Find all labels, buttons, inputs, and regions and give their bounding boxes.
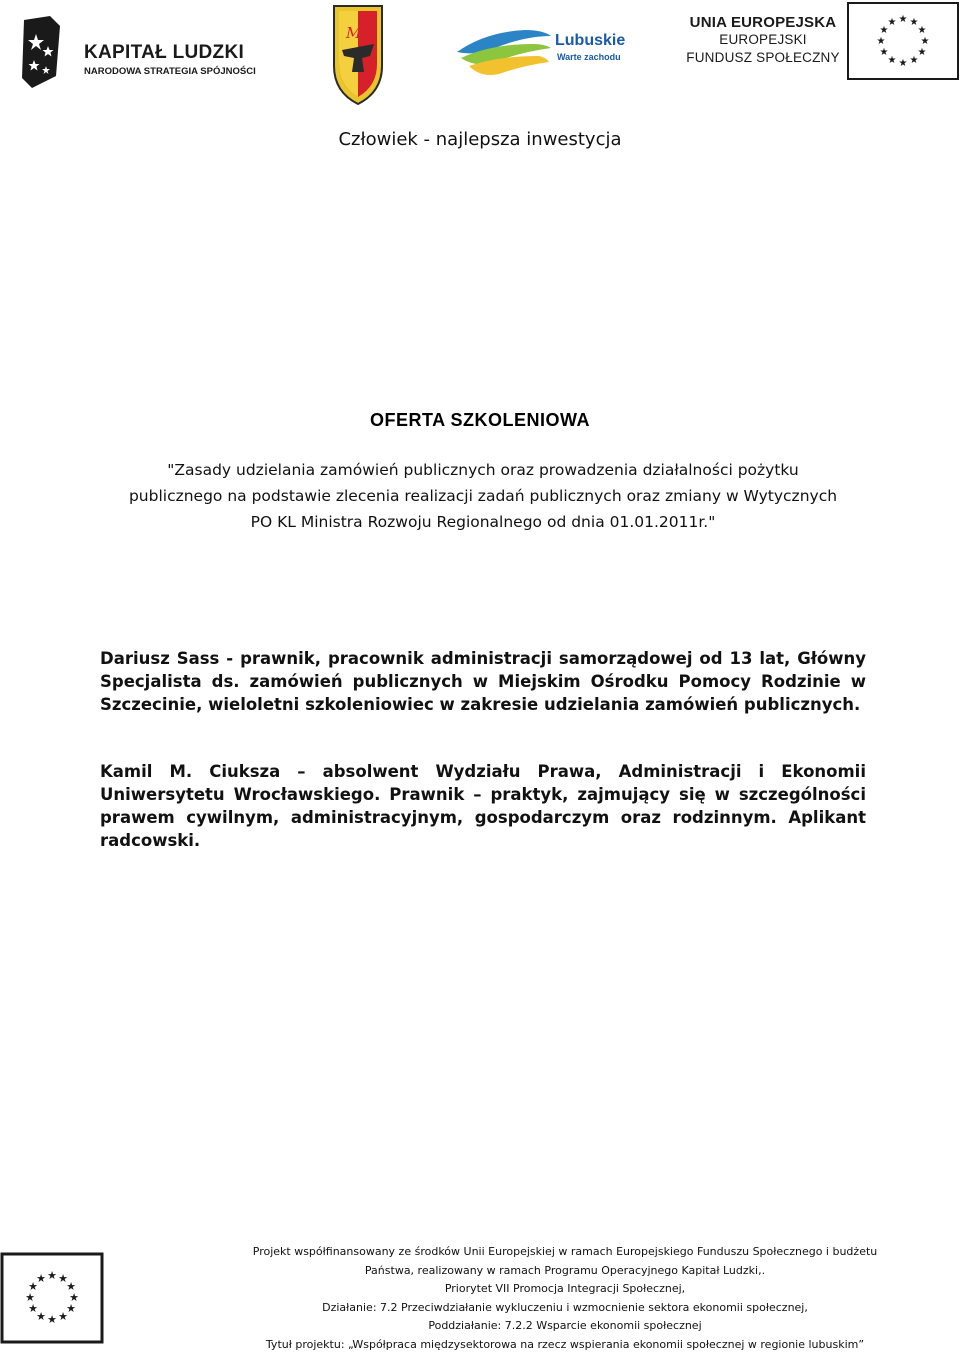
- lubuskie-tagline: Warte zachodu: [557, 52, 621, 62]
- svg-text:★: ★: [36, 1273, 46, 1285]
- footer-line-5: Poddziałanie: 7.2.2 Wsparcie ekonomii społecznej: [170, 1317, 960, 1336]
- course-title-line-3: PO KL Ministra Rozwoju Regionalnego od dnia 01.01.2011r.": [98, 509, 868, 535]
- trainer-bio-kamil-ciuksza: Kamil M. Ciuksza – absolwent Wydziału Prawa, Administracji i Ekonomii Uniwersytetu Wrocławskiego. Prawnik – praktyk, zajmujący się w szczególności prawem cywilnym, administracyjnym, gospodarczym oraz rodzinnym. Aplikant radcowski.: [100, 760, 866, 852]
- footer-line-3: Priorytet VII Promocja Integracji Społecznej,: [170, 1280, 960, 1299]
- unia-line-1: UNIA EUROPEJSKA: [683, 14, 843, 31]
- svg-text:★: ★: [888, 17, 897, 28]
- svg-text:★: ★: [25, 1292, 35, 1304]
- svg-text:★: ★: [918, 25, 927, 36]
- motto: Człowiek - najlepsza inwestycja: [0, 129, 960, 150]
- svg-text:★: ★: [910, 55, 919, 66]
- offer-title: OFERTA SZKOLENIOWA: [0, 410, 960, 431]
- footer-line-4: Działanie: 7.2 Przeciwdziałanie wykluczeniu i wzmocnienie sektora ekonomii społecznej,: [170, 1299, 960, 1318]
- svg-text:★: ★: [58, 1311, 68, 1323]
- course-title: [98, 457, 868, 535]
- svg-text:★: ★: [36, 1311, 46, 1323]
- svg-text:★: ★: [47, 1270, 57, 1282]
- logo-bar: [0, 0, 960, 110]
- lubuskie-name: Lubuskie: [555, 32, 625, 50]
- svg-text:★: ★: [28, 1281, 38, 1293]
- eu-stars-icon: [847, 2, 959, 80]
- svg-text:★: ★: [910, 17, 919, 28]
- svg-text:★: ★: [918, 47, 927, 58]
- eu-stars-icon: [0, 1252, 104, 1344]
- svg-text:★: ★: [899, 58, 908, 69]
- unia-europejska-text: [683, 14, 843, 67]
- trainer-bio-dariusz-sass: Dariusz Sass - prawnik, pracownik administracji samorządowej od 13 lat, Główny Specjalista ds. zamówień publicznych w Miejskim Ośrodku Pomocy Rodzinie w Szczecinie, wieloletni szkoleniowiec w zakresie udzielania zamówień publicznych.: [100, 647, 866, 716]
- footer-funding-info: [170, 1243, 960, 1354]
- eu-flag-bottom: [0, 1252, 104, 1349]
- footer-line-1: Projekt współfinansowany ze środków Unii Europejskiej w ramach Europejskiego Funduszu Społecznego i budżetu: [170, 1243, 960, 1262]
- crest-monogram: MC: [345, 24, 373, 42]
- svg-text:★: ★: [877, 36, 886, 47]
- unia-line-2: EUROPEJSKI: [683, 31, 843, 49]
- lubuskie-logo: [455, 22, 635, 82]
- svg-text:★: ★: [28, 1303, 38, 1315]
- svg-text:★: ★: [66, 1281, 76, 1293]
- eu-flag-top: [847, 2, 959, 85]
- svg-text:★: ★: [66, 1303, 76, 1315]
- svg-text:★: ★: [47, 1314, 57, 1326]
- svg-text:★: ★: [69, 1292, 79, 1304]
- footer-line-2: Państwa, realizowany w ramach Programu Operacyjnego Kapitał Ludzki,.: [170, 1262, 960, 1281]
- svg-text:★: ★: [899, 14, 908, 25]
- unia-line-3: FUNDUSZ SPOŁECZNY: [683, 49, 843, 67]
- kapital-ludzki-subtitle: NARODOWA STRATEGIA SPÓJNOŚCI: [84, 66, 256, 77]
- kapital-ludzki-logo: [22, 14, 252, 94]
- svg-text:★: ★: [888, 55, 897, 66]
- course-title-line-1: "Zasady udzielania zamówień publicznych oraz prowadzenia działalności pożytku: [98, 457, 868, 483]
- svg-text:★: ★: [880, 47, 889, 58]
- svg-text:★: ★: [921, 36, 930, 47]
- crest-shield-icon: [332, 4, 384, 106]
- svg-text:★: ★: [58, 1273, 68, 1285]
- kapital-ludzki-title: KAPITAŁ LUDZKI: [84, 42, 244, 64]
- svg-text:★: ★: [880, 25, 889, 36]
- lubuskie-waves-icon: [455, 22, 553, 78]
- footer-line-6: Tytuł projektu: „Współpraca międzysektorowa na rzecz wspierania ekonomii społecznej w regionie lubuskim”: [170, 1336, 960, 1354]
- kapital-ludzki-icon: [22, 16, 62, 88]
- municipal-crest: [332, 4, 384, 111]
- course-title-line-2: publicznego na podstawie zlecenia realizacji zadań publicznych oraz zmiany w Wytycznych: [98, 483, 868, 509]
